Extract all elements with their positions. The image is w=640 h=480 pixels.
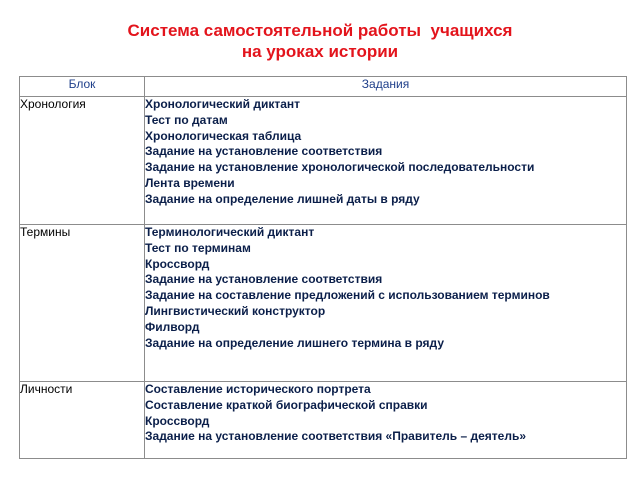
task-item: Терминологический диктант [145,225,315,239]
task-item: Составление исторического портрета [145,382,371,396]
title-line-2: на уроках истории [241,42,399,61]
tasks-cell [145,97,627,225]
task-item: Задание на установление хронологической последовательности [145,160,535,175]
header-tasks: Задания [145,77,627,97]
table-row [20,382,627,459]
task-item: Кроссворд [145,256,210,271]
task-item: Филворд [145,319,200,334]
task-item: Хронологический диктант [145,97,301,111]
block-cell: Термины [20,225,145,382]
task-item: Кроссворд [145,413,210,428]
table-row [20,225,627,382]
task-item: Хронологическая таблица [145,128,302,143]
table-row [20,97,627,225]
task-item: Задание на установление соответствия [145,144,383,159]
block-cell: Хронология [20,97,145,225]
title-line-1: Система самостоятельной работы учащихся [127,21,513,40]
task-item: Лингвистический конструктор [145,303,326,318]
task-item: Тест по датам [145,112,228,127]
task-item: Задание на составление предложений с использованием терминов [145,288,550,303]
task-item: Лента времени [145,175,235,190]
task-item: Задание на определение лишней даты в ряду [145,191,420,206]
tasks-table [19,76,627,459]
task-item: Задание на установление соответствия «Правитель – деятель» [145,429,527,444]
task-item: Составление краткой биографической справки [145,397,428,412]
task-item: Задание на определение лишнего термина в ряду [145,335,444,350]
header-block: Блок [20,77,145,97]
tasks-cell [145,225,627,382]
table-header-row [20,77,627,97]
task-item: Задание на установление соответствия [145,272,383,287]
tasks-cell [145,382,627,459]
block-cell: Личности [20,382,145,459]
task-item: Тест по терминам [145,240,251,255]
page-title [0,20,640,62]
